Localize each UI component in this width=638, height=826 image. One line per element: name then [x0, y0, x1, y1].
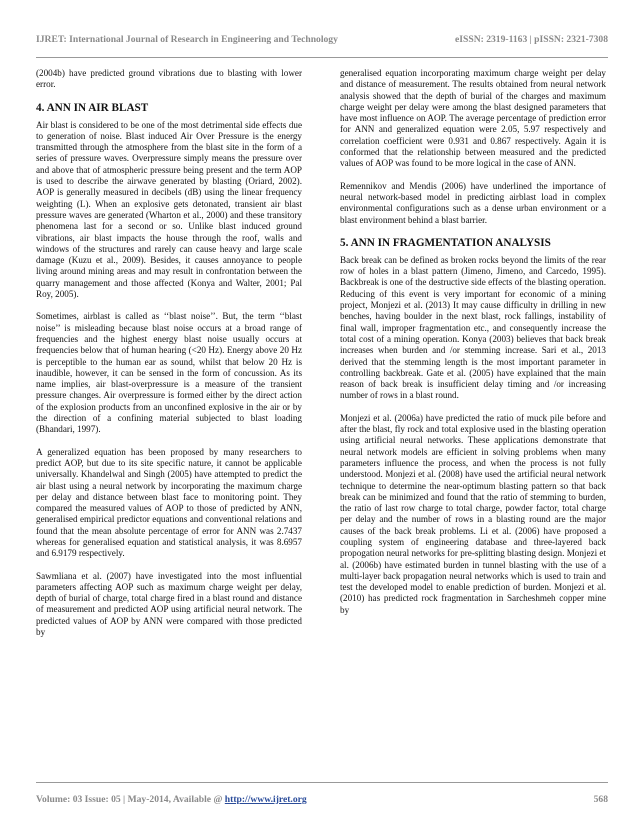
paragraph: Remennikov and Mendis (2006) have underlined the importance of neural network-based model in predicting airblast load in complex environmental configurations such as a dense urban environment or a blast environment behind a blast barrier. [340, 180, 606, 225]
section-heading-air-blast: 4. ANN IN AIR BLAST [36, 101, 149, 114]
issn-info: eISSN: 2319-1163 | pISSN: 2321-7308 [455, 34, 608, 45]
paragraph: generalised equation incorporating maximum charge weight per delay and distance of measurement. The results obtained from neural network analysis showed that the depth of burial of the charges and maximum charge weight per delay were among the blast designed parameters that have most influence on AOP. The average percentage of prediction error for ANN and generalized equation were 2.05, 5.97 respectively and correlation coefficient were 0.931 and 0.867 respectively. Again it is conformed that the relationship between measured and the predicted values of AOP was found to be more logical in the case of ANN. [340, 68, 606, 169]
journal-title: IJRET: International Journal of Research in Engineering and Technology [36, 34, 338, 45]
paragraph: Back break can be defined as broken rocks beyond the limits of the rear row of holes in a blast pattern (Jimeno, Jimeno, and Carcedo, 1995). Backbreak is one of the destructive side effects of the blasting operation. Reducing of this event is very important for economic of a mining project, Monjezi et al. (2013) It may cause difficulty in drilling in new benches, having boulder in the next blast, rock fallings, instability of final wall, improper fragmentation etc., and consequently increase the total cost of a mining operation. Konya (2003) believes that back break increases when burden and /or stemming increase. Sari et al., 2013 derived that the stemming length is the most important parameter in controlling backbreak. Gate et al. (2005) have explained that the main reason of back break is insufficient delay timing and /or increasing number of rows in a blast round. [340, 254, 606, 401]
section-heading-fragmentation: 5. ANN IN FRAGMENTATION ANALYSIS [340, 236, 551, 249]
left-column [36, 68, 302, 649]
running-header [36, 34, 608, 45]
paragraph: Air blast is considered to be one of the most detrimental side effects due to generation of noise. Blast induced Air Over Pressure is the energy transmitted through the atmosphere from the blast site in the form of a series of pressure waves. Overpressure simply means the pressure over and above that of atmospheric pressure being present and the term AOP is used to describe the airwave generated by blasting (Oriard, 2002). AOP is generally measured in decibels (dB) using the linear frequency weighting (L). When an explosive gets detonated, transient air blast pressure waves are generated (Wharton et al., 2000) and these transitory phenomena last for a second or so. Unlike blast induced ground vibrations, air blast impacts the house through the roof, walls and windows of the structures and rarely can cause heavy and large scale damage (Kuzu et al., 2009). Besides, it causes annoyance to people living around mining areas and may result in confrontation between the quarry management and those affected (Konya and Walter, 2001; Pal Roy, 2005). [36, 119, 302, 300]
page-number: 568 [593, 794, 608, 805]
paragraph: (2004b) have predicted ground vibrations due to blasting with lower error. [36, 68, 302, 90]
paragraph: Monjezi et al. (2006a) have predicted the ratio of muck pile before and after the blast, fly rock and total explosive used in the blasting operation using artificial neural networks. These applications demonstrate that neural network models are efficient in solving problems when many parameters influence the process, and when the process is not fully understood. Monjezi et al. (2008) have used the artificial neural network technique to determine the near-optimum blasting pattern so that back break can be minimized and found that the ratio of stemming to burden, the ratio of last row charge to total charge, powder factor, total charge per delay and the number of rows in a blasting round are the major causes of the back break problems. Li et al. (2006) have proposed a coupling system of engineering database and three-layered back propogation neural networks for pre-splitting blasting design. Monjezi et al. (2006b) have estimated burden in tunnel blasting with the use of a multi-layer back propagation neural networks which is used to train and test the developed model to enable prediction of burden. Monjezi et al. (2010) has predicted rock fragmentation in Sarcheshmeh copper mine by [340, 412, 606, 615]
paragraph: Sometimes, airblast is called as ‘‘blast noise’’. But, the term ‘‘blast noise’’ is misleading because blast noise occurs at a broad range of frequencies and the highest energy blast noise usually occurs at frequencies below that of human hearing (<20 Hz). Energy above 20 Hz is perceptible to the human ear as sound, whilst that below 20 Hz is inaudible, however, it can be sensed in the form of concussion. As its name implies, air blast-overpressure is a measure of the transient pressure changes. Air overpressure is formed either by the direct action of the explosion products from an unconfined explosive in the air or by the direction of a confining material subjected to blast loading (Bhandari, 1997). [36, 311, 302, 435]
running-footer [36, 794, 608, 805]
footer-divider [36, 782, 608, 783]
journal-link[interactable]: http://www.ijret.org [224, 794, 307, 805]
header-divider [36, 57, 608, 58]
paragraph: A generalized equation has been proposed by many researchers to predict AOP, but due to its site specific nature, it cannot be applicable universally. Khandelwal and Singh (2005) have attempted to predict the air blast using a neural network by incorporating the maximum charge per delay and distance between blast face to monitoring point. They compared the measured values of AOP to those of predicted by ANN, generalised empirical predictor equations and conventional relations and found that the mean absolute percentage of error for ANN was 2.7437 whereas for generalised equation and statistical analysis, it was 8.6957 and 6.9179 respectively. [36, 446, 302, 559]
paragraph: Sawmliana et al. (2007) have investigated into the most influential parameters affecting AOP such as maximum charge weight per delay, depth of burial of charge, total charge fired in a blast round and distance of measurement and predicted AOP using artificial neural network. The predicted values of AOP by ANN were compared with those predicted by [36, 570, 302, 638]
right-column [340, 68, 606, 627]
volume-text: Volume: 03 Issue: 05 | May-2014, Available @ [36, 794, 225, 805]
footer-volume [36, 794, 307, 805]
